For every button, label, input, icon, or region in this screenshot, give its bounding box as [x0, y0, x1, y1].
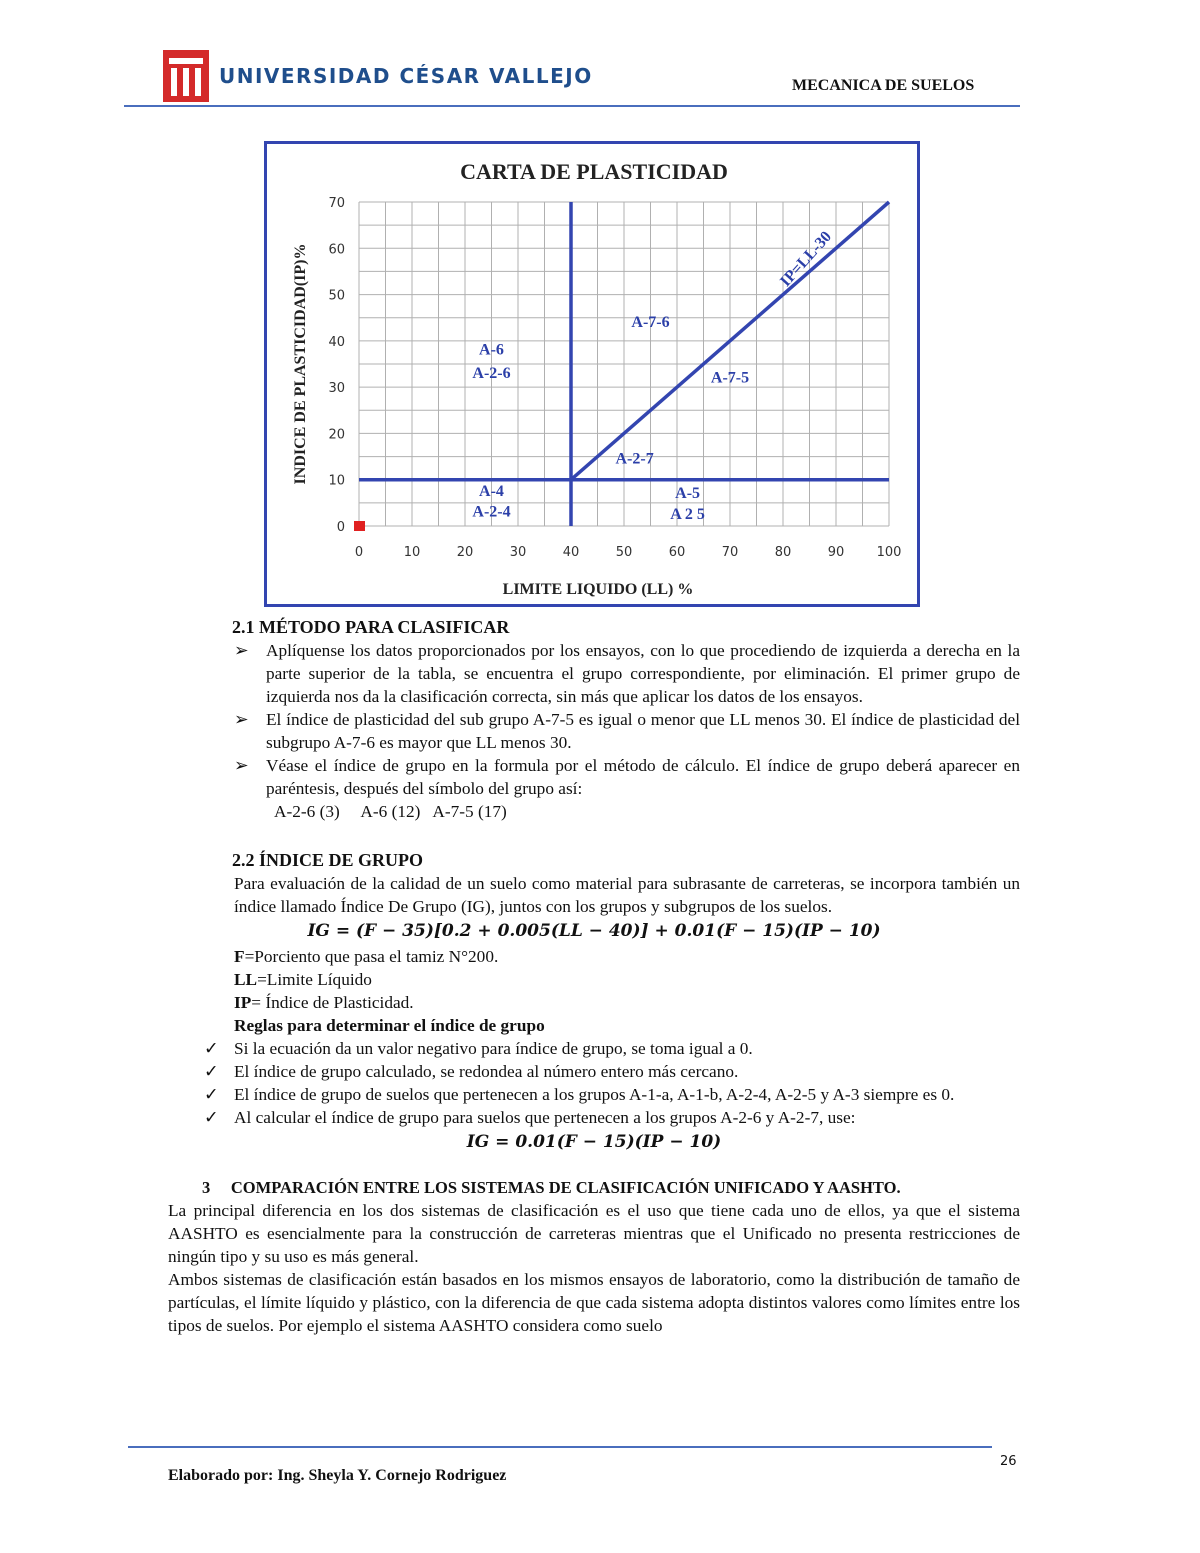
rule-text: El índice de grupo calculado, se redondea al número entero más cercano.: [234, 1062, 739, 1081]
section-3-heading: [202, 1176, 1020, 1199]
university-name: UNIVERSIDAD CÉSAR VALLEJO: [219, 64, 593, 88]
x-tick-label: 30: [509, 545, 527, 560]
zone-label: A 2 5: [670, 506, 705, 524]
list-item: [234, 639, 1020, 708]
checkmark-icon: ✓: [204, 1108, 219, 1127]
section-title: COMPARACIÓN ENTRE LOS SISTEMAS DE CLASIFICACIÓN UNIFICADO Y AASHTO.: [230, 1178, 901, 1197]
definition-ll: [234, 968, 1020, 991]
x-tick-label: 40: [562, 545, 580, 560]
university-logo: [163, 50, 593, 102]
x-tick-label: 100: [876, 545, 902, 560]
page-number: 26: [1000, 1454, 1017, 1469]
rule-text: Si la ecuación da un valor negativo para índice de grupo, se toma igual a 0.: [234, 1039, 753, 1058]
section-2-2-intro: Para evaluación de la calidad de un suelo como material para subrasante de carreteras, se incorpora también un índice llamado Índice De Grupo (IG), juntos con los grupos y subgrupos de los suelos.: [234, 874, 1020, 916]
header-divider: [124, 105, 1020, 107]
zone-label: A-4: [479, 482, 504, 500]
document-body: [168, 616, 1020, 1337]
zone-label: A-2-6: [472, 364, 511, 382]
checkmark-icon: ✓: [204, 1062, 219, 1081]
y-tick-label: 20: [328, 427, 345, 443]
list-item: [204, 1083, 1020, 1106]
group-index-formula: IG = (F − 35)[0.2 + 0.005(LL − 40)] + 0.01(F − 15)(IP − 10): [307, 921, 881, 941]
definition-f: [234, 945, 1020, 968]
x-tick-label: 50: [615, 545, 633, 560]
bullet-text: El índice de plasticidad del sub grupo A-7-5 es igual o menor que LL menos 30. El índice de plasticidad del subgrupo A-7-6 es mayor que LL menos 30.: [266, 710, 1020, 752]
definition-value: = Índice de Plasticidad.: [251, 993, 414, 1012]
section-2-1-heading: 2.1 MÉTODO PARA CLASIFICAR: [232, 617, 510, 637]
arrow-bullet-icon: ➢: [234, 710, 249, 729]
definition-ip: [234, 991, 1020, 1014]
x-tick-label: 20: [456, 545, 474, 560]
course-title: MECANICA DE SUELOS: [792, 77, 975, 94]
rules-heading: Reglas para determinar el índice de grupo: [234, 1016, 545, 1035]
list-item: [204, 1060, 1020, 1083]
footer-divider: [128, 1446, 992, 1448]
arrow-bullet-icon: ➢: [234, 756, 249, 775]
checkmark-icon: ✓: [204, 1085, 219, 1104]
origin-marker: [354, 521, 365, 531]
footer-author: Elaborado por: Ing. Sheyla Y. Cornejo Rodriguez: [168, 1467, 507, 1484]
y-tick-label: 30: [328, 381, 345, 397]
bullet-text: Aplíquense los datos proporcionados por los ensayos, con lo que procediendo de izquierda a derecha en la parte superior de la tabla, se encuentra el grupo correspondiente, por eliminación. El primer grupo de izquierda nos da la clasificación correcta, sin más que aplicar los datos de los ensayos.: [266, 641, 1020, 706]
bullet-text: Véase el índice de grupo en la formula por el método de cálculo. El índice de grupo deberá aparecer en paréntesis, después del símbolo del grupo así:: [266, 756, 1020, 798]
simplified-group-index-formula: IG = 0.01(F − 15)(IP − 10): [466, 1132, 722, 1152]
university-crest-icon: [163, 50, 209, 102]
section-3-paragraph-1: La principal diferencia en los dos sistemas de clasificación es el uso que tiene cada uno de ellos, ya que el sistema AASHTO es esencialmente para la construcción de carreteras mientras que el Unificado no presenta restricciones de ningún tipo y su uso es más general.: [168, 1201, 1020, 1266]
y-tick-label: 0: [336, 520, 345, 535]
chart-title: CARTA DE PLASTICIDAD: [460, 159, 728, 184]
x-tick-label: 0: [354, 545, 364, 560]
section-number: 3: [202, 1178, 211, 1197]
definition-key: IP: [234, 993, 252, 1012]
x-tick-label: 10: [403, 545, 421, 560]
plasticity-chart: [264, 141, 920, 607]
x-tick-label: 70: [721, 545, 739, 560]
definition-value: =Limite Líquido: [257, 970, 372, 989]
section-3-paragraph-2: Ambos sistemas de clasificación están basados en los mismos ensayos de laboratorio, como la distribución de tamaño de partículas, el límite líquido y plástico, con la diferencia de que cada sistema adopta distintos valores como límites entre los tipos de suelos. Por ejemplo el sistema AASHTO considera como suelo: [168, 1270, 1020, 1335]
zone-label: A-7-5: [710, 369, 750, 387]
checkmark-icon: ✓: [204, 1039, 219, 1058]
y-tick-label: 70: [328, 196, 345, 211]
list-item: [234, 708, 1020, 754]
list-item: [204, 1106, 1020, 1129]
y-tick-label: 50: [328, 288, 345, 304]
zone-label: A-2-4: [472, 503, 511, 521]
chart-x-axis-label: LIMITE LIQUIDO (LL) %: [502, 581, 694, 598]
zone-label: A-5: [675, 485, 701, 503]
x-tick-label: 60: [668, 545, 686, 560]
rule-text: El índice de grupo de suelos que pertenecen a los grupos A-1-a, A-1-b, A-2-4, A-2-5 y A-3 siempre es 0.: [234, 1085, 955, 1104]
group-index-example: A-2-6 (3) A-6 (12) A-7-5 (17): [274, 802, 507, 821]
y-tick-label: 40: [328, 334, 345, 350]
zone-label: A-2-7: [615, 450, 654, 468]
arrow-bullet-icon: ➢: [234, 641, 249, 660]
chart-y-axis-label: INDICE DE PLASTICIDAD(IP)%: [292, 243, 309, 485]
definition-key: LL: [234, 970, 258, 989]
x-tick-label: 90: [827, 545, 845, 560]
list-item: [204, 1037, 1020, 1060]
definition-value: =Porciento que pasa el tamiz N°200.: [244, 947, 499, 966]
y-tick-label: 60: [328, 242, 345, 258]
list-item: [234, 754, 1020, 800]
y-tick-label: 10: [328, 473, 345, 489]
definition-key: F: [234, 947, 245, 966]
x-tick-label: 80: [774, 545, 792, 560]
zone-label: A-6: [479, 341, 504, 359]
zone-label: IP=LL-30: [777, 228, 836, 291]
rule-text: Al calcular el índice de grupo para suelos que pertenecen a los grupos A-2-6 y A-2-7, use:: [234, 1108, 856, 1127]
section-2-2-heading: 2.2 ÍNDICE DE GRUPO: [232, 850, 424, 870]
plasticity-chart-svg: [267, 144, 917, 604]
zone-label: A-7-6: [631, 313, 670, 331]
